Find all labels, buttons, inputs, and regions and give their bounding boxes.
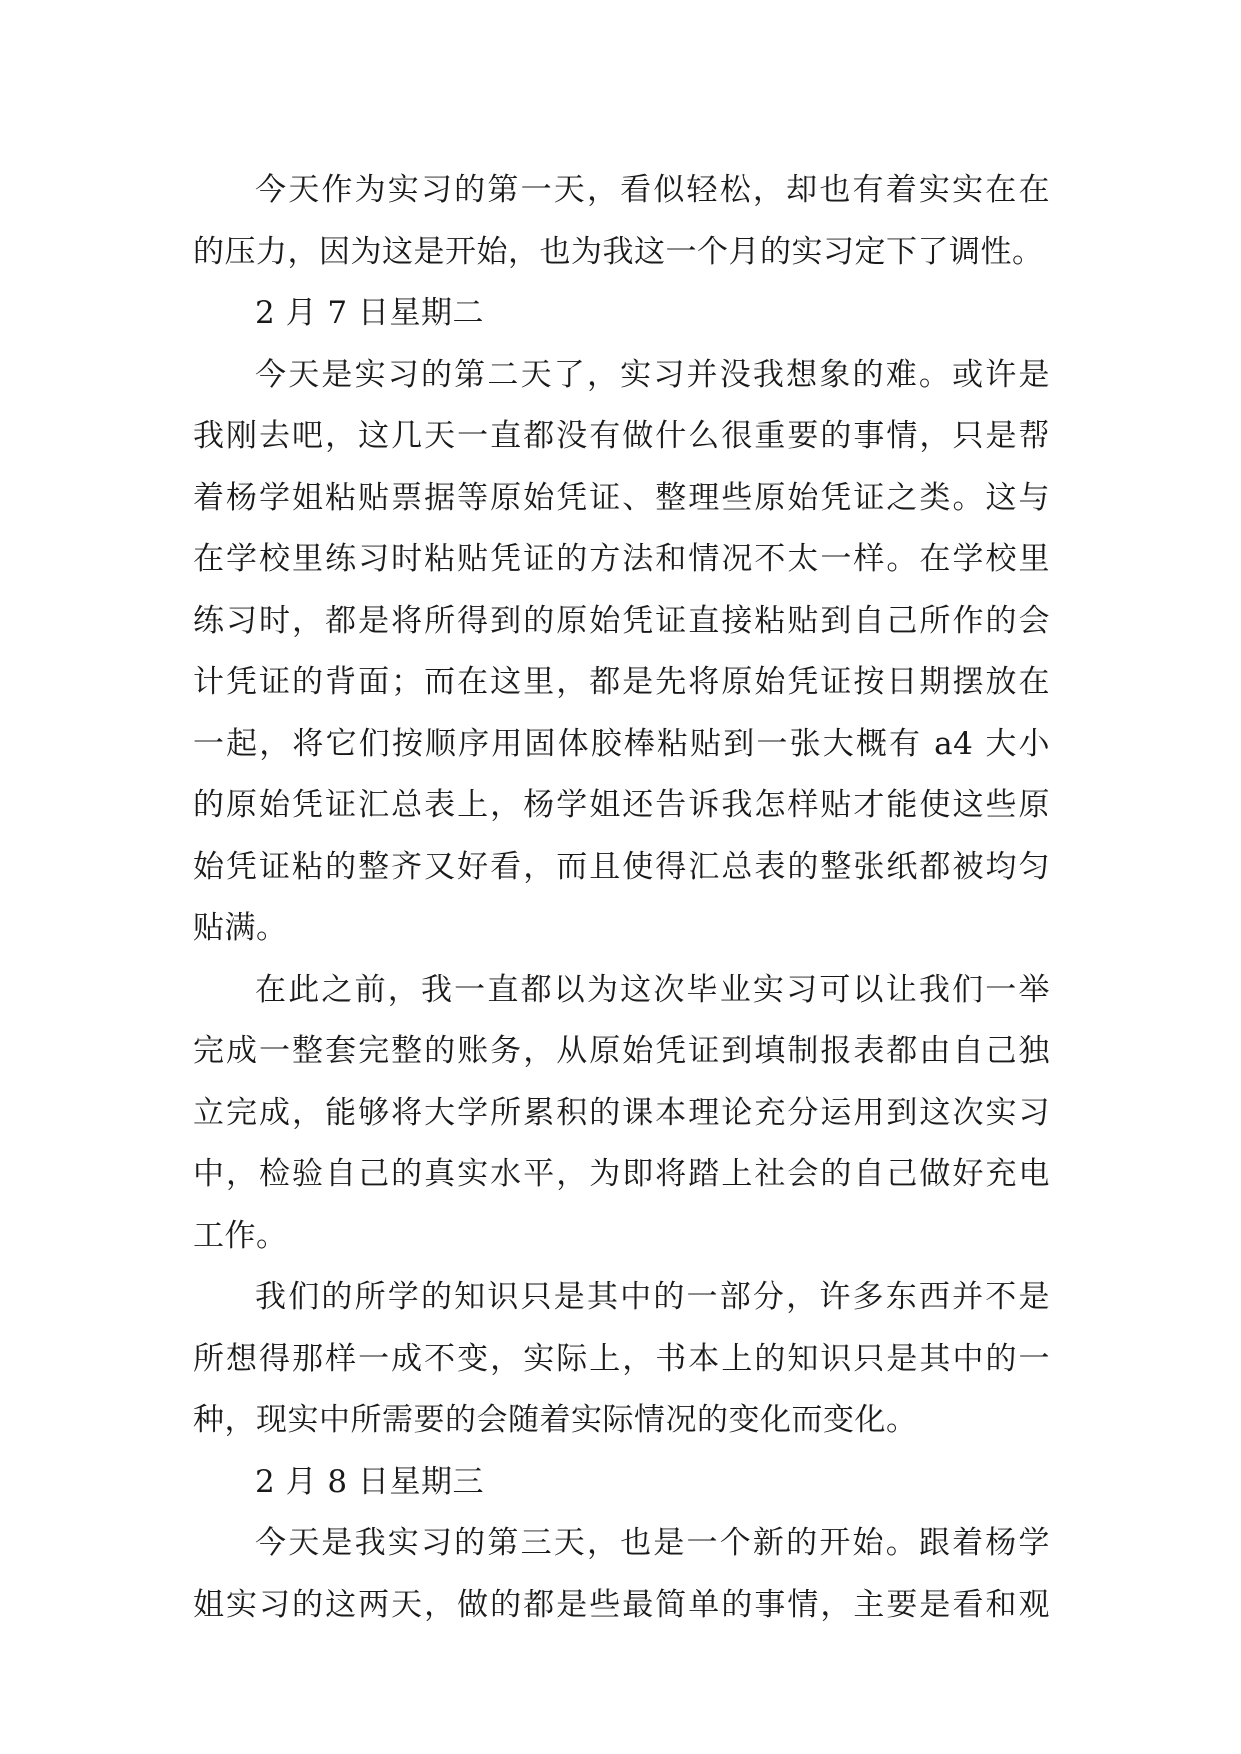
document-body [193,160,1050,1636]
paragraph-line: 计凭证的背面；而在这里，都是先将原始凭证按日期摆放在 [193,664,1050,700]
paragraph-line: 在学校里练习时粘贴凭证的方法和情况不太一样。在学校里 [193,541,1050,577]
paragraph-line: 工作。 [193,1217,288,1254]
paragraph-line: 始凭证粘的整齐又好看，而且使得汇总表的整张纸都被均匀 [193,848,1050,885]
paragraph-line: 今天是实习的第二天了，实习并没我想象的难。或许是 [255,356,1050,393]
paragraph-line: 在此之前，我一直都以为这次毕业实习可以让我们一举 [255,971,1050,1008]
paragraph-line: 练习时，都是将所得到的原始凭证直接粘贴到自己所作的会 [193,602,1050,639]
date-heading: 2 月 7 日星期二 [255,295,485,331]
paragraph-line: 立完成，能够将大学所累积的课本理论充分运用到这次实习 [193,1094,1050,1131]
paragraph-line: 所想得那样一成不变，实际上，书本上的知识只是其中的一 [193,1340,1050,1377]
paragraph-line: 的原始凭证汇总表上，杨学姐还告诉我怎样贴才能使这些原 [193,787,1050,823]
paragraph-line: 的压力，因为这是开始，也为我这一个月的实习定下了调性。 [193,233,1044,270]
paragraph-line: 种，现实中所需要的会随着实际情况的变化而变化。 [193,1402,918,1438]
paragraph-line: 贴满。 [193,910,288,946]
paragraph-line: 完成一整套完整的账务，从原始凭证到填制报表都由自己独 [193,1033,1050,1069]
paragraph-line: 今天是我实习的第三天，也是一个新的开始。跟着杨学 [255,1525,1050,1561]
paragraph-line: 一起，将它们按顺序用固体胶棒粘贴到一张大概有 a4 大小 [193,725,1050,762]
paragraph-line: 我们的所学的知识只是其中的一部分，许多东西并不是 [255,1279,1050,1315]
paragraph-line: 中，检验自己的真实水平，为即将踏上社会的自己做好充电 [193,1156,1050,1192]
paragraph-line: 姐实习的这两天，做的都是些最简单的事情，主要是看和观 [193,1586,1050,1623]
paragraph-line: 着杨学姐粘贴票据等原始凭证、整理些原始凭证之类。这与 [193,479,1050,516]
date-heading: 2 月 8 日星期三 [255,1463,485,1500]
paragraph-line: 我刚去吧，这几天一直都没有做什么很重要的事情，只是帮 [193,418,1050,454]
paragraph-line: 今天作为实习的第一天，看似轻松，却也有着实实在在 [255,172,1050,208]
